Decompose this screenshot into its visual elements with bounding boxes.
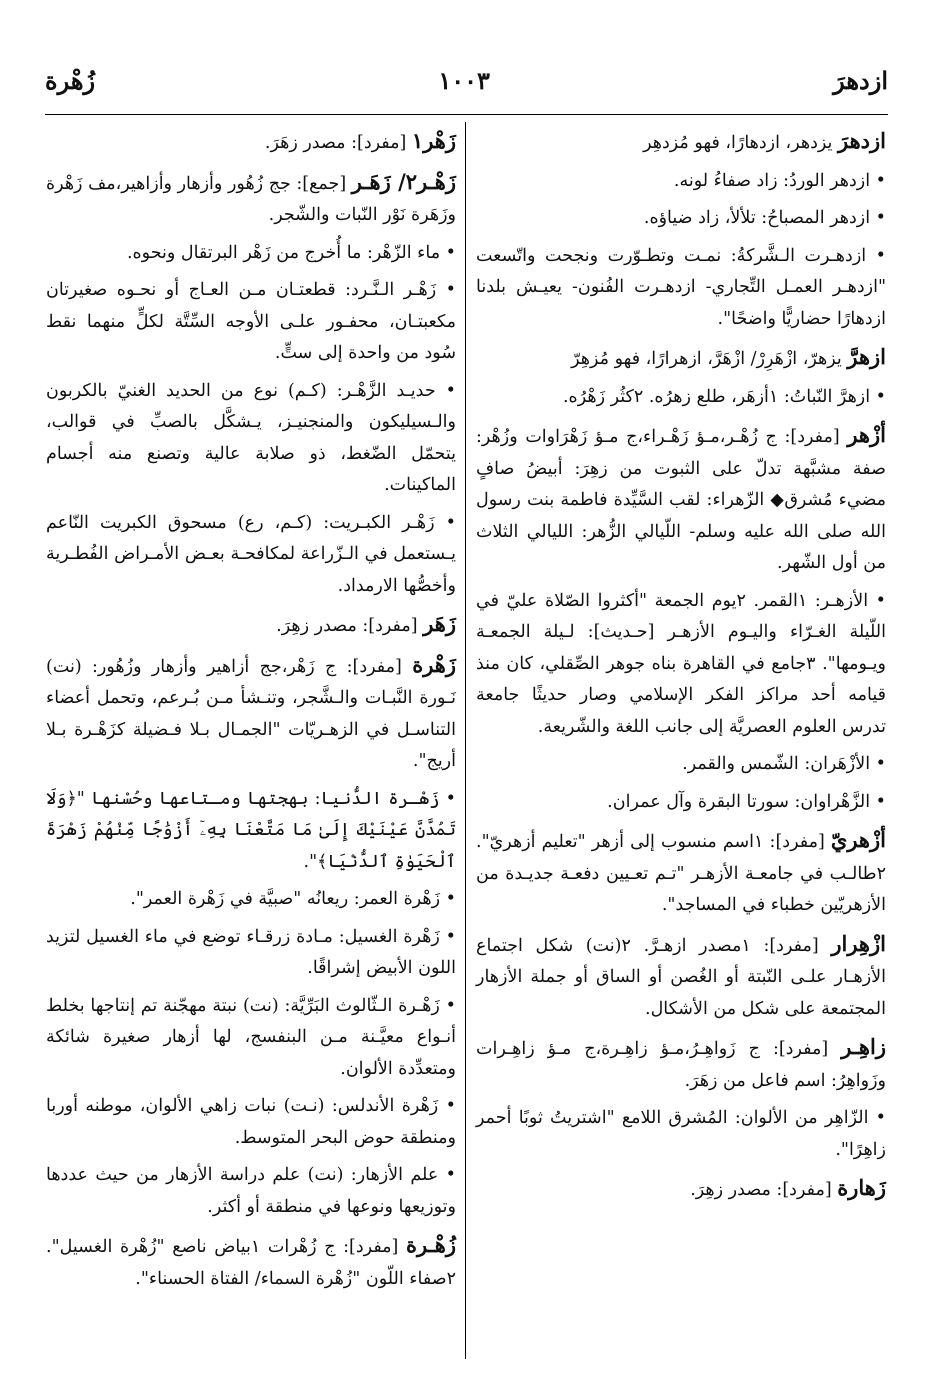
sense-text: • الزّاهِر من الألوان: المُشرق اللامع "اشتريتُ ثوبًا أحمر زاهِرًا". xyxy=(476,1108,886,1160)
dictionary-entry xyxy=(46,649,456,778)
definition-text: يزدهر، ازدهارًا، فهو مُزدهِر xyxy=(643,133,833,153)
sense-text: • زَهْرة الأندلس: (نـت) نبات زاهي الألوان، موطنه أوربا ومنطقة حوض البحر المتوسط. xyxy=(46,1096,456,1148)
right-column xyxy=(476,125,886,1213)
headword: ازْهِرار xyxy=(831,930,886,956)
right-guide-word: ازدهرَ xyxy=(833,65,888,95)
entry-sense xyxy=(46,1091,456,1154)
headword: زَهْرة xyxy=(412,651,456,677)
sense-text: • ازهرَّ النّباتُ: ١أزهَر، طلع زهرُه. ٢كثُر زَهْرُه. xyxy=(562,386,886,407)
dictionary-entry xyxy=(46,608,456,643)
definition-text: [مفرد]: ج زَواهِـرُ،مـؤ زاهِـرة،ج مـؤ زاهِـرات وزَواهِرُ: اسم فاعل من زهَرَ. xyxy=(476,1039,886,1091)
entry-sense xyxy=(476,241,886,336)
sense-text: • زَهْرة الغسيل: مـادة زرقـاء توضع في ماء الغسيل لتزيد اللون الأبيض إشراقًا. xyxy=(46,926,456,978)
headword: زاهِـر xyxy=(841,1034,886,1059)
entry-sense xyxy=(476,203,886,235)
definition-text: [مفرد]: ج زُهْـر،مـؤ زَهْـراء،ج مـؤ زَهْرَاوات وزُهْر: صفة مشبَّهة تدلّ على الثبوت من زهِرَ: أبيضُ صافٍ مضيء مُشرق◆ الزّهراء: لقب السَّيِّدة فاطمة بنت رسول الله صلى الله عليه وسلم- اللّيالي الزُّهر: الليالي الثلاث من أول الشّهر. xyxy=(476,427,886,573)
entry-sense xyxy=(46,991,456,1086)
sense-text: • زَهْرة العمر: ريعانُه "صبيَّة في زَهْرة العمر". xyxy=(130,889,456,909)
left-guide-word: زُهْرة xyxy=(45,65,96,95)
dictionary-entry xyxy=(476,1172,886,1207)
entry-sense xyxy=(46,784,456,879)
column-divider xyxy=(465,122,466,1359)
headword: زَهْـر٢/ زَهَـر xyxy=(351,168,457,194)
entry-sense xyxy=(46,922,456,985)
definition-text: [مفرد]: مصدر زهَرَ. xyxy=(264,133,407,153)
headword: زَهْر١ xyxy=(411,128,456,153)
headword: أزْهريّ xyxy=(830,827,886,852)
header-rule xyxy=(45,114,888,115)
dictionary-entry xyxy=(46,1229,456,1295)
left-column xyxy=(46,125,456,1301)
dictionary-entry xyxy=(476,1031,886,1097)
sense-text: • الأزهـر: ١القمر. ٢يوم الجمعة "أكثروا الصّلاة عليّ في اللّيلة الغـرّاء واليـوم الأزهـر [حـديث]: لـيلة الجمعـة ويـومها". ٣جامع في القاهرة بناه جوهر الصِّقلي، كان منذ قيامه أحد مراكز الفكر الإسلامي وصار حديثًا جامعة تدرس العلوم العصريَّة إلى جانب اللغة والشّريعة. xyxy=(476,590,886,737)
definition-text: [مفرد]: ج زَهْر،جج أزاهير وأزهار وزُهُور: (نت) نَـورة النَّبـات والـشَّجر، وتنـشأ مـن بُـرعم، وتحمل أعضاء التناسـل في الزهـريّات "الجمـال بـلا فـضيلة كزَهْـرة بـلا أريج". xyxy=(46,656,456,771)
headword: زُهْـرة xyxy=(406,1232,456,1257)
dictionary-entry xyxy=(476,125,886,160)
headword: أزْهر xyxy=(847,422,886,447)
entry-sense xyxy=(46,376,456,502)
sense-text: • زَهْـرة الدُّنيا: بهجتها ومـتاعها وحُسْنها "﴿وَلَا تَمُدَّنَّ عَيْنَيْكَ إِلَىٰ مَا مَتَّعْنَا بِهِۦٓ أَزْوَٰجًا مِّنْهُمْ زَهْرَةَ ٱلْحَيَوٰةِ ٱلدُّنْيَا﴾". xyxy=(46,788,456,872)
definition-text: [مفرد]: ١مصدر ازهـرَّ. ٢(نت) شكل اجتماع الأزهـار علـى النّبتة أو الغُصن أو الساق أو جملة الأزهار المجتمعة على شكل من الأشكال. xyxy=(476,935,886,1019)
sense-text: • الأزْهَران: الشّمس والقمر. xyxy=(682,754,886,774)
dictionary-entry xyxy=(476,824,886,922)
dictionary-entry xyxy=(476,928,886,1026)
entry-sense xyxy=(476,1103,886,1166)
headword: ازهرَّ xyxy=(847,344,886,369)
sense-text: • زَهْـر الكبـريت: (كـم، رع) مسحوق الكبريت النّاعم يـستعمل في الـزّراعة لمكافحـة بعـض الأمـراض الفُطـرية وأخصُّها الارمداد. xyxy=(46,512,456,596)
definition-text: يزهرّ، ازْهَرِرْ/ ازْهَرَّ، ازهرارًا، فهو مُزهِرّ xyxy=(571,349,842,369)
entry-sense xyxy=(476,586,886,744)
headword: زَهَر xyxy=(423,611,456,636)
definition-text: [مفرد]: مصدر زهِرَ. xyxy=(690,1180,832,1200)
headword: زَهارة xyxy=(837,1175,886,1200)
headword: ازدهرَ xyxy=(838,128,886,153)
sense-text: • زَهْـر الـنَّـرد: قطعتـان مـن العـاج أو نحـوه صغيرتان مكعبتـان، محفـور علـى الأوجه السِّتَّة لكلٍّ منهما نقط سُود من واحدة إلى ستٍّ. xyxy=(46,280,456,363)
sense-text: • ازدهر المصباحُ: تلألأ، زاد ضياؤه. xyxy=(643,208,886,228)
dictionary-entry xyxy=(476,419,886,580)
entry-sense xyxy=(46,1160,456,1223)
definition-text: [مفرد]: ١اسم منسوب إلى أزهر "تعليم أزهريّ". ٢طالـب في جامعـة الأزهـر "تـم تعـيين دفعـة جديـدة من الأزهريّين خطباء في المساجد". xyxy=(476,832,886,915)
sense-text: • حديـد الزَّهْـر: (كـم) نوع من الحديد الغنيّ بالكربون والـسيليكون والمنجنيـز، يـشكَّل بالصبِّ في قوالب، يتحمّل الضّغط، ذو صلابة عالية وتصنع منه أجسام الماكينات. xyxy=(46,380,456,495)
definition-text: [مفرد]: ج زُهْرات ١بياض ناصع "زُهْرة الغسيل". ٢صفاء اللّون "زُهْرة السماء/ الفتاة الحسناء". xyxy=(46,1237,456,1289)
dictionary-entry xyxy=(46,125,456,160)
entry-sense xyxy=(46,508,456,603)
page-number: ١٠٠٣ xyxy=(438,65,490,95)
entry-sense xyxy=(476,749,886,781)
sense-text: • علم الأزهار: (نت) علم دراسة الأزهار من حيث عددها وتوزيعها ونوعها في منطقة أو أكثر. xyxy=(46,1165,456,1217)
definition-text: [جمع]: جج زُهُور وأزهار وأزاهير،مف زَهْرة وزَهَرة نَوْر النّبات والشّجر. xyxy=(46,173,456,225)
page-header xyxy=(45,58,888,102)
sense-text: • زَهْـرة الـثّالوث البَرِّيَّة: (نت) نبتة مهجّنة تم إنتاجها بخلط أنـواع معيَّـنة مـن البنفسج، لها أزهار صغيرة شائكة ومتعدِّدة الألوان. xyxy=(46,995,456,1079)
dictionary-entry xyxy=(46,166,456,232)
dictionary-entry xyxy=(476,341,886,376)
definition-text: [مفرد]: مصدر زهِرَ. xyxy=(276,616,418,636)
sense-text: • ماء الزّهْر: ما أُخرج من زَهْر البرتقال ونحوه. xyxy=(126,242,456,263)
sense-text: • ازدهر الوردُ: زاد صفاءُ لونه. xyxy=(673,170,886,191)
entry-sense xyxy=(46,238,456,270)
entry-sense xyxy=(476,787,886,819)
entry-sense xyxy=(476,382,886,414)
entry-sense xyxy=(46,275,456,370)
sense-text: • ازدهـرت الـشَّركةُ: نمـت وتطـوّرت ونجحت واتّسعت "ازدهـر العمـل التِّجاري- ازدهـرت الفُنون- يعيـش بلدنا ازدهارًا حضاريًّا واضحًا". xyxy=(476,245,886,329)
sense-text: • الزَّهْراوان: سورتا البقرة وآل عمران. xyxy=(607,791,886,812)
entry-sense xyxy=(46,884,456,916)
entry-sense xyxy=(476,166,886,198)
